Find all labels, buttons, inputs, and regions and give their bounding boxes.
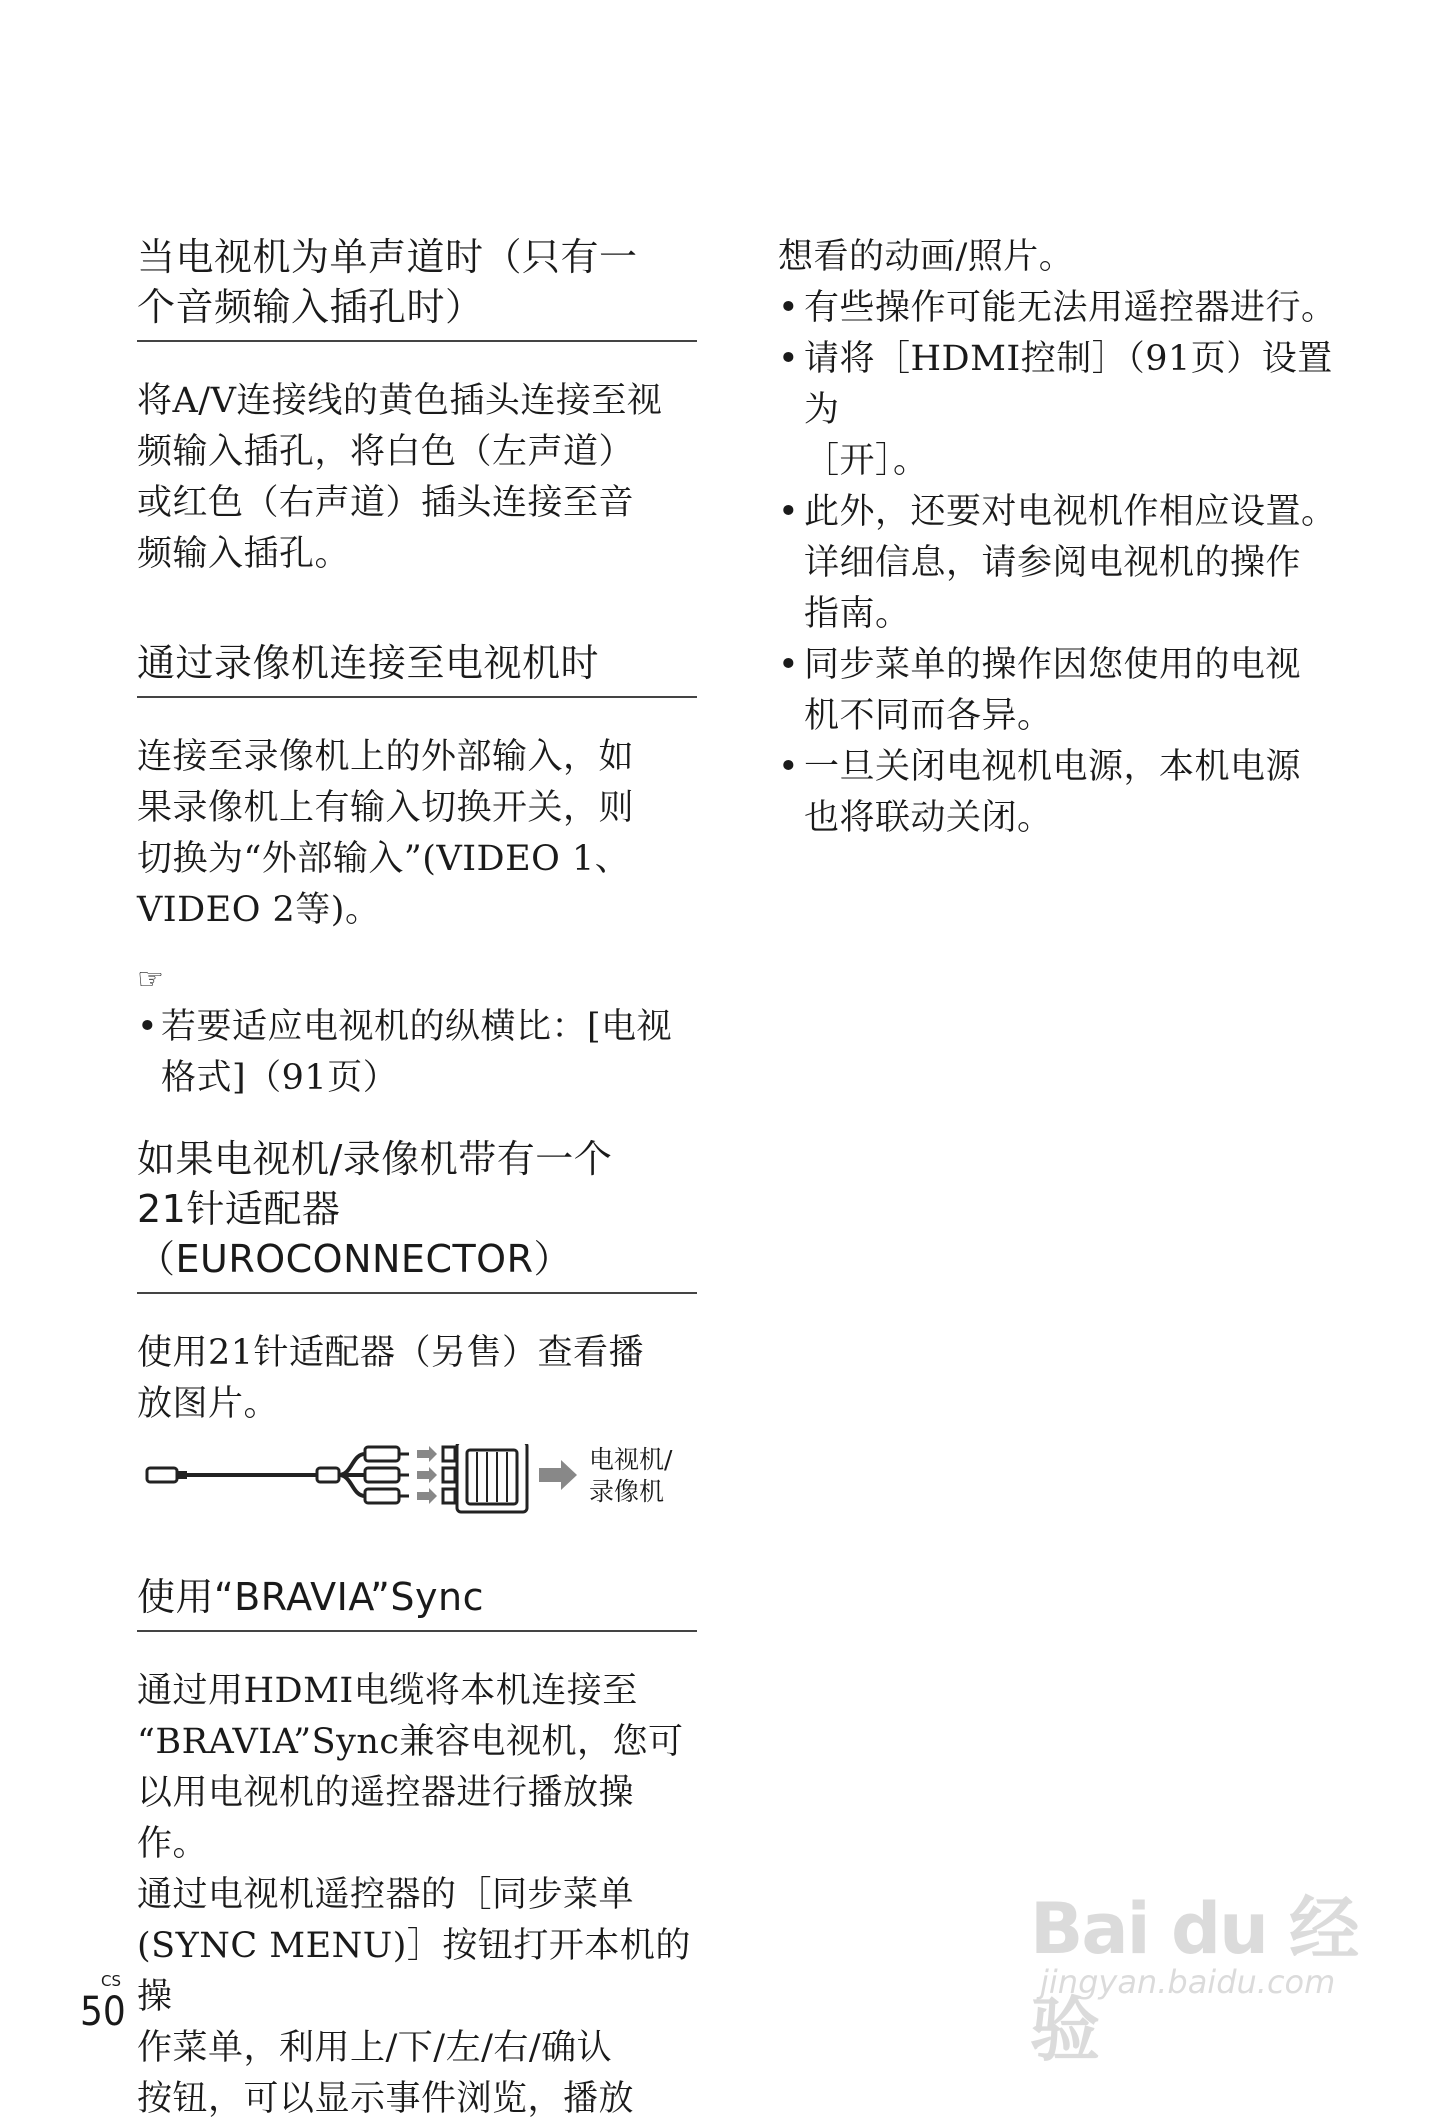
section-heading-bravia-sync: 使用“BRAVIA”Sync: [137, 1572, 697, 1632]
text-line: • 若要适应电视机的纵横比：[电视: [161, 1007, 673, 1047]
arrow-to-tv-icon: [539, 1460, 577, 1490]
pointing-hand-icon: ☞: [137, 962, 164, 997]
text-line: 或红色（右声道）插头连接至音: [137, 483, 635, 523]
section-heading-vcr: 通过录像机连接至电视机时: [137, 638, 697, 698]
text-line: 以用电视机的遥控器进行播放操: [137, 1773, 635, 1813]
heading-line: 如果电视机/录像机带有一个: [137, 1137, 613, 1181]
right-column: [778, 232, 1348, 844]
text-line: • 同步菜单的操作因您使用的电视: [804, 645, 1302, 685]
text-line: • 有些操作可能无法用遥控器进行。: [804, 288, 1337, 328]
text-line: 切换为“外部输入”(VIDEO 1、: [137, 839, 631, 879]
text-line: 通过用HDMI电缆将本机连接至: [137, 1671, 638, 1711]
text-line: 想看的动画/照片。: [778, 237, 1075, 277]
section-heading-mono-tv: [137, 232, 697, 342]
text-line: • 请将［HDMI控制］（91页）设置为: [804, 339, 1333, 430]
paragraph-vcr: [137, 732, 697, 936]
text-line: 频输入插孔，将白色（左声道）: [137, 432, 635, 472]
bullet-list: [778, 283, 1348, 844]
baidu-watermark: [1030, 1855, 1360, 2071]
text-line: 作。: [137, 1824, 209, 1864]
baidu-logo: Bai du 经验: [1030, 1888, 1358, 2071]
text-line: 也将联动关闭。: [804, 798, 1053, 838]
text-line: • 一旦关闭电视机电源，本机电源: [804, 747, 1302, 787]
rca-plugs-icon: [365, 1447, 399, 1503]
text-line: 机不同而各异。: [804, 696, 1053, 736]
page-locale-code: CS: [101, 1972, 121, 1990]
text-line: 格式]（91页）: [161, 1058, 399, 1098]
paragraph-euroconnector: [137, 1328, 697, 1430]
list-item: [778, 742, 1348, 844]
diagram-label: [589, 1444, 672, 1508]
text-line: 使用21针适配器（另售）查看播: [137, 1333, 645, 1373]
list-item: [778, 283, 1348, 334]
heading-line: 当电视机为单声道时（只有一: [137, 235, 638, 279]
text-line: 频输入插孔。: [137, 534, 351, 574]
watermark-url: jingyan.baidu.com: [1040, 1963, 1336, 2001]
av-plug-icon: [147, 1468, 177, 1482]
cable-adapter-illustration: [137, 1444, 587, 1544]
text-line: “BRAVIA”Sync兼容电视机，您可: [137, 1722, 684, 1762]
paragraph-bravia-sync: [137, 1666, 697, 2125]
text-line: 作菜单，利用上/下/左/右/确认: [137, 2028, 613, 2068]
heading-line: 个音频输入插孔时）: [137, 285, 484, 329]
text-line: 通过电视机遥控器的［同步菜单: [137, 1875, 635, 1915]
label-line: 录像机: [589, 1477, 665, 1506]
text-line: 将A/V连接线的黄色插头连接至视: [137, 381, 663, 421]
arrow-right-icon: [417, 1446, 437, 1504]
list-item: [778, 487, 1348, 640]
text-line: 详细信息，请参阅电视机的操作: [804, 543, 1302, 583]
text-line: 果录像机上有输入切换开关，则: [137, 788, 635, 828]
page-number: 50: [80, 1989, 126, 2035]
note-bullet: [137, 1002, 697, 1104]
text-line: ［开］。: [804, 441, 929, 481]
text-line: (SYNC MENU)］按钮打开本机的操: [137, 1926, 691, 2017]
list-item: [778, 640, 1348, 742]
section-heading-euroconnector: [137, 1134, 697, 1294]
heading-line: 21针适配器（EUROCONNECTOR）: [137, 1187, 573, 1281]
text-line: 指南。: [804, 594, 911, 634]
list-item: [778, 334, 1348, 487]
scart-adapter-icon: [457, 1444, 527, 1512]
text-line: VIDEO 2等)。: [137, 890, 381, 930]
left-column: [137, 232, 697, 2125]
paragraph-mono-tv: [137, 376, 697, 580]
label-line: 电视机/: [589, 1445, 673, 1474]
text-line: 按钮，可以显示事件浏览，播放: [137, 2079, 635, 2119]
connection-diagram: [137, 1444, 697, 1544]
text-line: 连接至录像机上的外部输入，如: [137, 737, 635, 777]
text-line: 放图片。: [137, 1384, 280, 1424]
text-line: • 此外，还要对电视机作相应设置。: [804, 492, 1337, 532]
